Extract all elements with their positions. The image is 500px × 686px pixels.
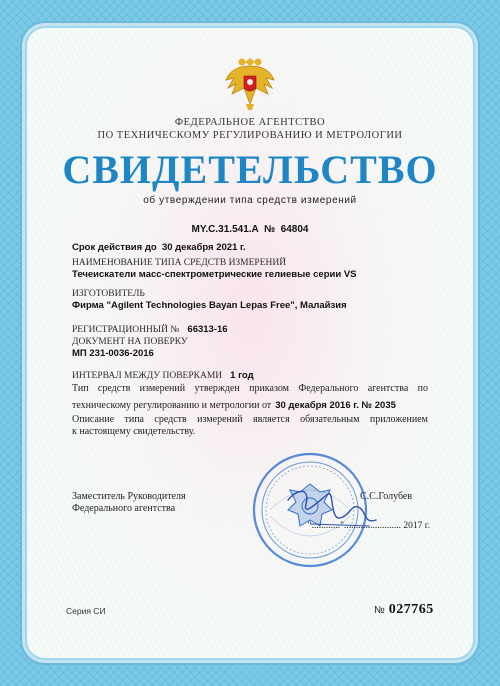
validity-row bbox=[72, 242, 246, 253]
type-name-label: НАИМЕНОВАНИЕ ТИПА СРЕДСТВ ИЗМЕРЕНИЙ bbox=[72, 258, 287, 268]
agency-line-1: ФЕДЕРАЛЬНОЕ АГЕНТСТВО bbox=[174, 117, 326, 128]
certificate-number bbox=[374, 600, 434, 618]
verification-doc-label: ДОКУМЕНТ НА ПОВЕРКУ bbox=[72, 337, 188, 347]
order-date-number: 30 декабря 2016 г. № 2035 bbox=[275, 400, 396, 411]
reg-number-value: 66313-16 bbox=[187, 324, 228, 335]
handwritten-signature-icon bbox=[280, 480, 390, 540]
annex-text-line-1: Описание типа средств измерений является обязательным приложением bbox=[72, 414, 428, 425]
agency-line-2: ПО ТЕХНИЧЕСКОМУ РЕГУЛИРОВАНИЮ И МЕТРОЛОГИИ bbox=[97, 130, 403, 141]
annex-text-line-2: к настоящему свидетельству. bbox=[72, 426, 196, 437]
reg-number-row bbox=[72, 319, 228, 337]
certificate-subtitle: об утверждении типа средств измерений bbox=[143, 195, 357, 206]
certificate-number-label: № bbox=[374, 605, 385, 616]
series-label: Серия СИ bbox=[66, 606, 106, 616]
coat-of-arms-icon bbox=[222, 52, 278, 112]
manufacturer-value: Фирма "Agilent Technologies Bayan Lepas Free", Малайзия bbox=[72, 300, 347, 311]
manufacturer-label: ИЗГОТОВИТЕЛЬ bbox=[72, 289, 145, 299]
reg-number-label: РЕГИСТРАЦИОННЫЙ № bbox=[72, 325, 180, 335]
certificate-title: СВИДЕТЕЛЬСТВО bbox=[62, 147, 438, 192]
interval-row bbox=[72, 365, 254, 383]
registration-code: MY.C.31.541.A № 64804 bbox=[191, 224, 309, 235]
signature-date-line: "............"........................ 2017 г. bbox=[307, 521, 430, 531]
signatory-name: С.С.Голубев bbox=[360, 491, 413, 502]
interval-label: ИНТЕРВАЛ МЕЖДУ ПОВЕРКАМИ bbox=[72, 371, 223, 381]
signatory-title-line-2: Федерального агентства bbox=[72, 503, 176, 514]
certificate-number-value: 027765 bbox=[388, 602, 434, 617]
signatory-title-line-1: Заместитель Руководителя bbox=[72, 491, 186, 502]
order-text-line-1: Тип средств измерений утвержден приказом Федерального агентства по bbox=[72, 383, 428, 394]
validity-label: Срок действия до bbox=[72, 242, 157, 253]
order-text-line-2 bbox=[72, 395, 396, 413]
validity-value: 30 декабря 2021 г. bbox=[161, 242, 246, 253]
order-text-prefix: техническому регулированию и метрологии от bbox=[72, 400, 272, 411]
verification-doc-value: МП 231-0036-2016 bbox=[72, 348, 154, 359]
interval-value: 1 год bbox=[230, 370, 254, 381]
type-name-value: Течеискатели масс-спектрометрические гелиевые серии VS bbox=[72, 269, 357, 280]
